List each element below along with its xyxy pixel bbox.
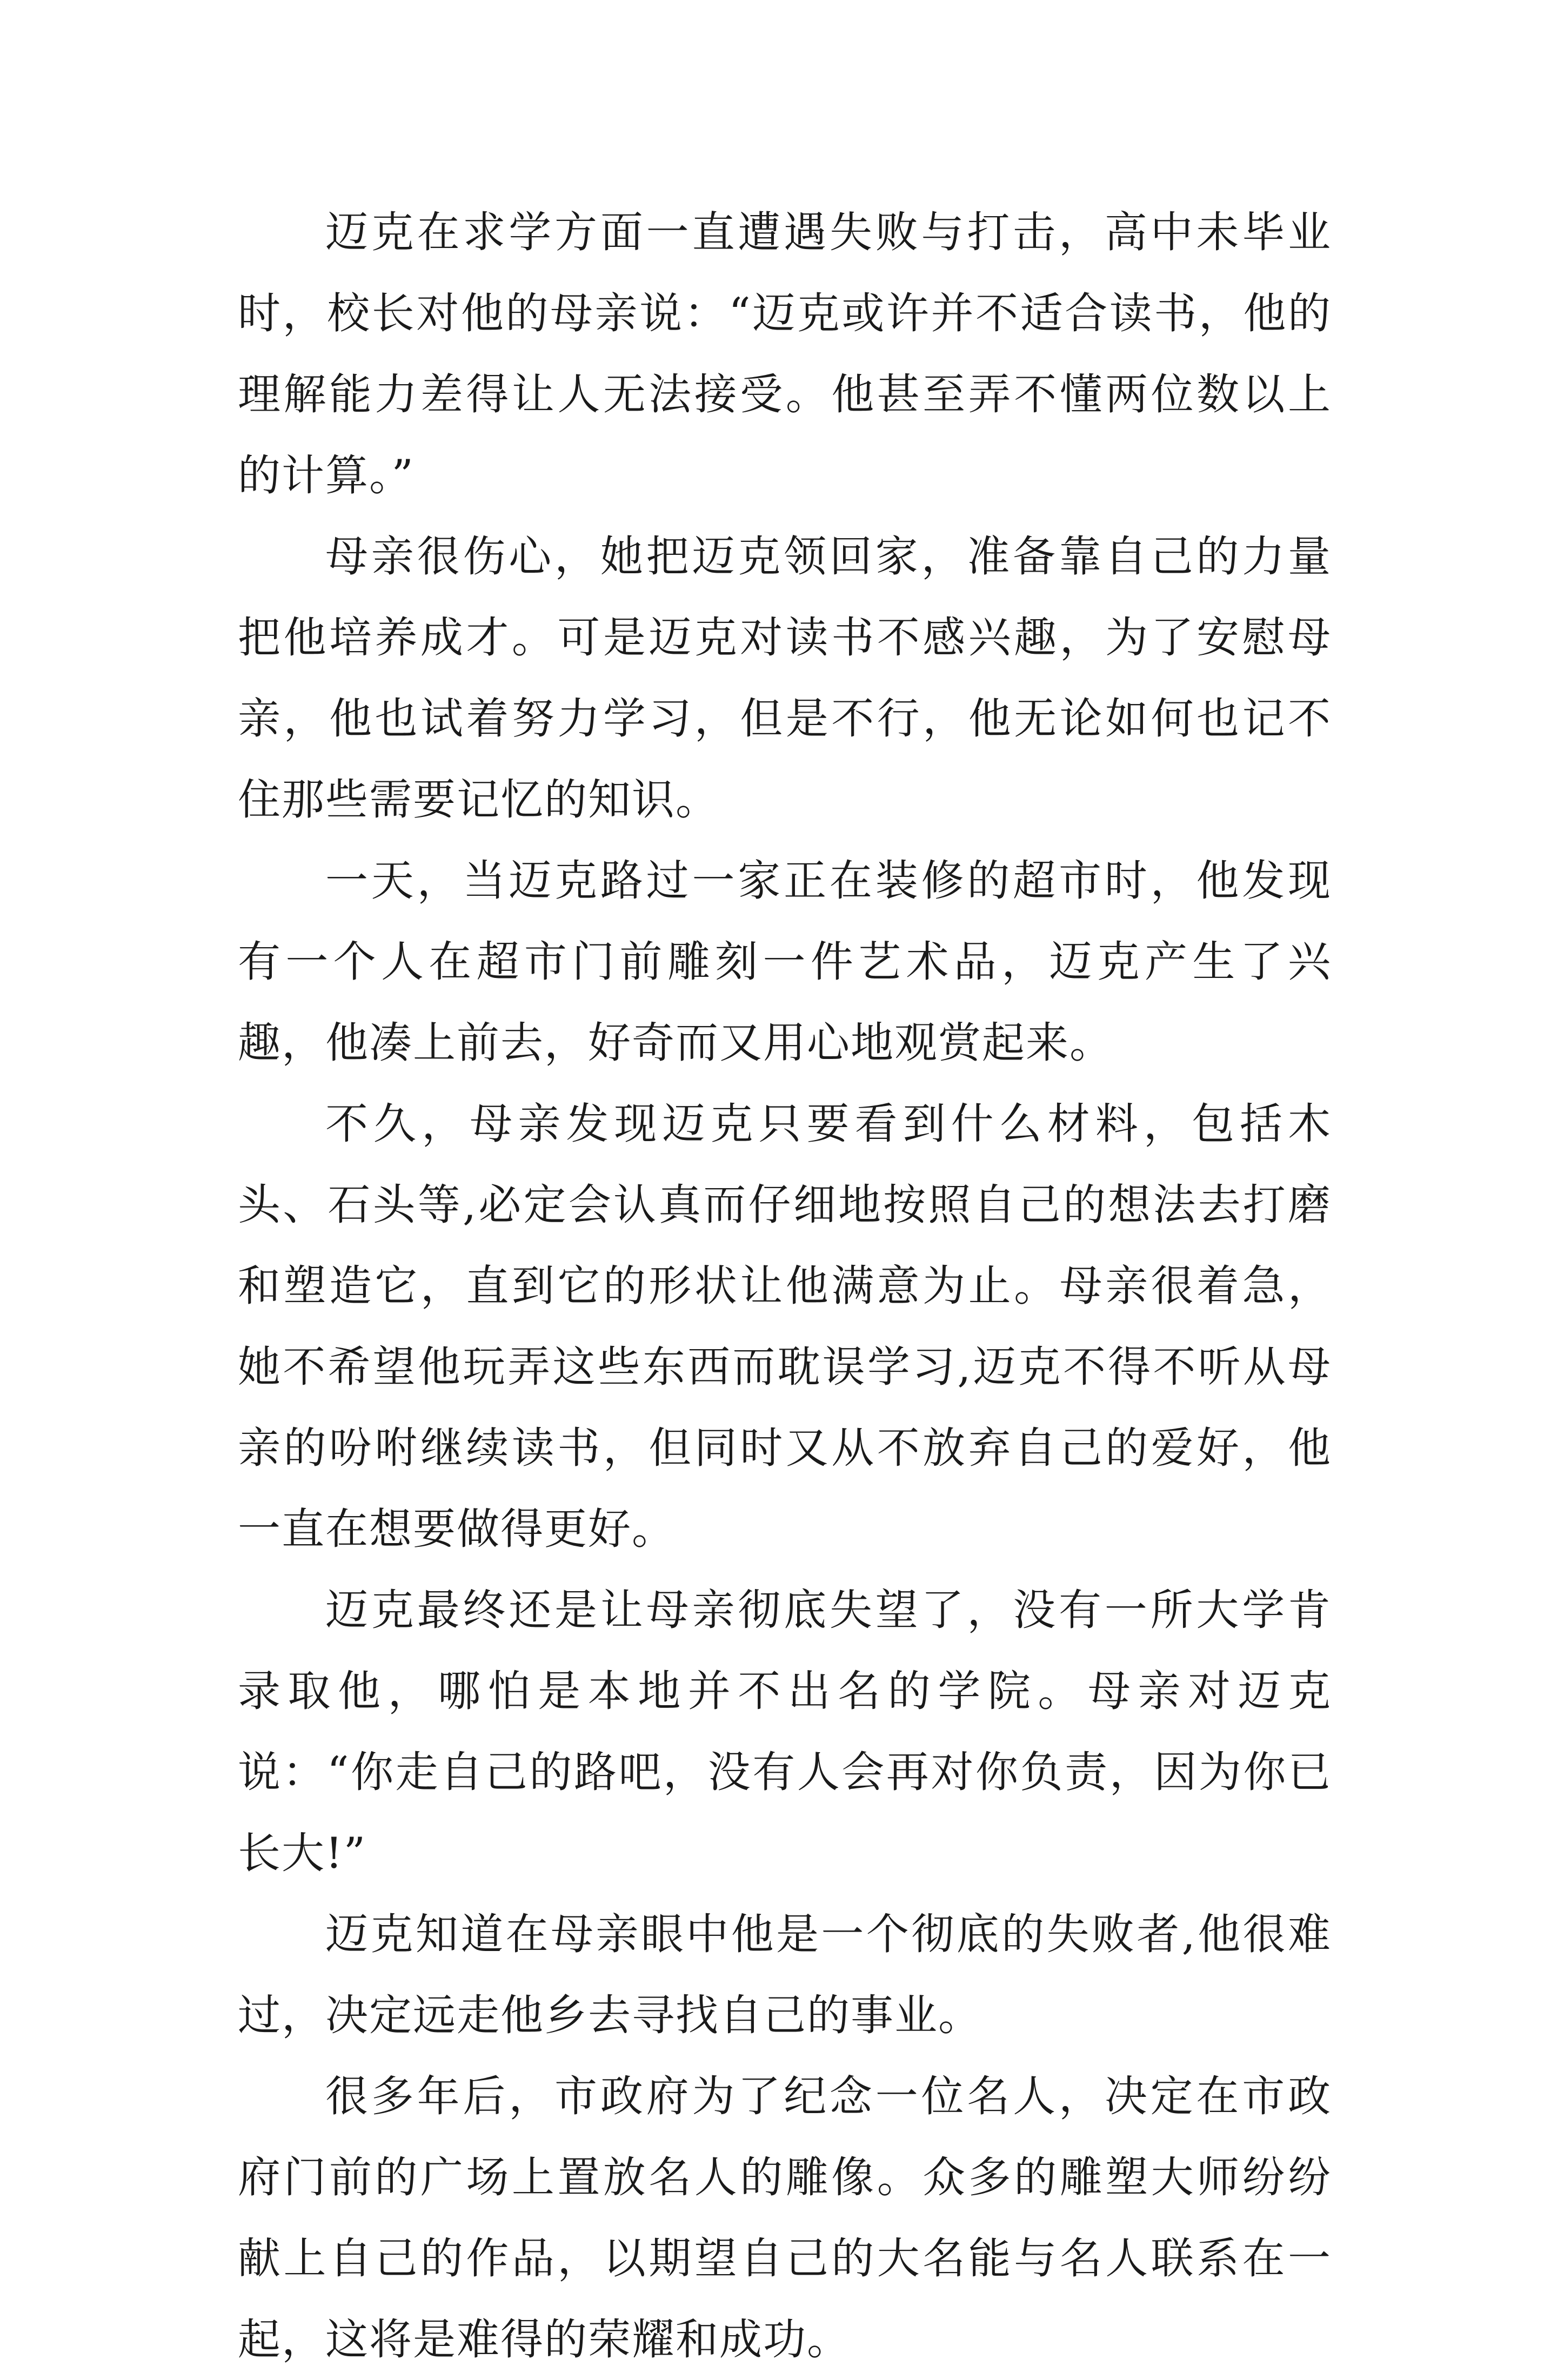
paragraph: 不久，母亲发现迈克只要看到什么材料，包括木头、石头等,必定会认真而仔细地按照自己的想法去打磨和塑造它，直到它的形状让他满意为止。母亲很着急，她不希望他玩弄这些东西而耽误学习,迈克不得不听从母亲的吩咐继续读书，但同时又从不放弃自己的爱好，他一直在想要做得更好。 xyxy=(238,1099,1332,1554)
paragraph: 很多年后，市政府为了纪念一位名人，决定在市政府门前的广场上置放名人的雕像。众多的雕塑大师纷纷献上自己的作品，以期望自己的大名能与名人联系在一起，这将是难得的荣耀和成功。 xyxy=(238,2071,1332,2364)
document-body xyxy=(238,192,1332,2380)
paragraph: 母亲很伤心，她把迈克领回家，准备靠自己的力量把他培养成才。可是迈克对读书不感兴趣，为了安慰母亲，他也试着努力学习，但是不行，他无论如何也记不住那些需要记忆的知识。 xyxy=(238,532,1332,824)
paragraph: 一天，当迈克路过一家正在装修的超市时，他发现有一个人在超市门前雕刻一件艺术品，迈克产生了兴趣，他凑上前去，好奇而又用心地观赏起来。 xyxy=(238,856,1332,1068)
paragraph: 迈克知道在母亲眼中他是一个彻底的失败者,他很难过，决定远走他乡去寻找自己的事业。 xyxy=(238,1909,1332,2040)
paragraph: 迈克最终还是让母亲彻底失望了，没有一所大学肯录取他，哪怕是本地并不出名的学院。母亲对迈克说：“你走自己的路吧，没有人会再对你负责，因为你已长大!” xyxy=(238,1585,1332,1878)
paragraph: 迈克在求学方面一直遭遇失败与打击，高中未毕业时，校长对他的母亲说：“迈克或许并不适合读书，他的理解能力差得让人无法接受。他甚至弄不懂两位数以上的计算。” xyxy=(238,207,1332,500)
